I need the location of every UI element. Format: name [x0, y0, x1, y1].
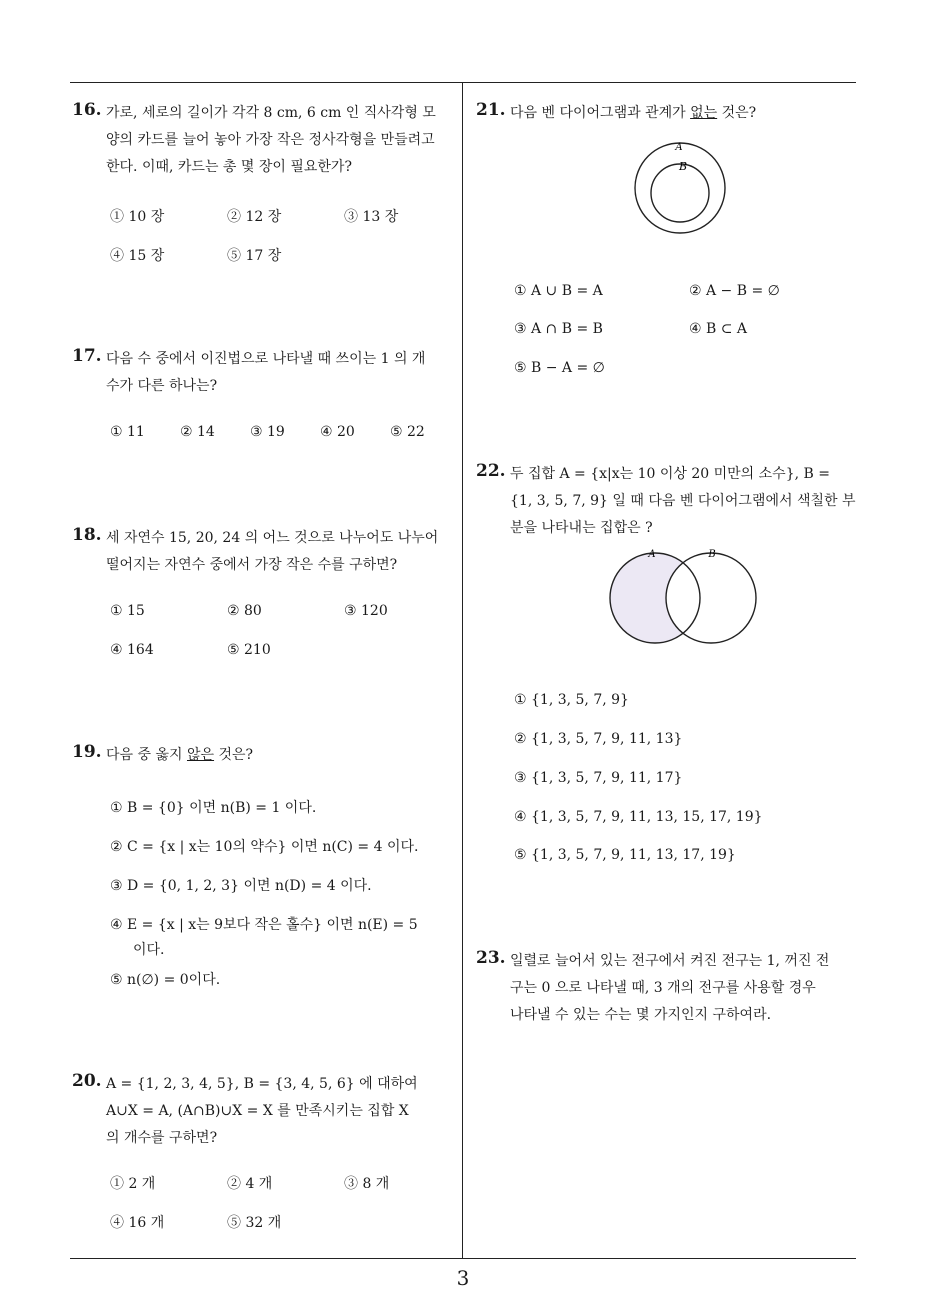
option-4[interactable]: ④ 164 — [110, 642, 154, 658]
stem-text: 것은? — [717, 105, 757, 121]
question-number: 20. — [72, 1071, 102, 1091]
option-5[interactable]: ⑤ {1, 3, 5, 7, 9, 11, 13, 17, 19} — [514, 847, 736, 863]
stem-text: 다음 중 옳지 — [106, 747, 187, 763]
option-1[interactable]: ① 2 개 — [110, 1176, 156, 1192]
question-number: 18. — [72, 525, 102, 545]
question-21 — [476, 100, 860, 127]
column-divider — [462, 83, 463, 1258]
set-a-circle — [635, 143, 725, 233]
stem-emphasis: 않은 — [186, 747, 215, 763]
question-number: 19. — [72, 742, 102, 762]
option-3[interactable]: ③ D = {0, 1, 2, 3} 이면 n(D) = 4 이다. — [110, 878, 372, 894]
stem-line: 분을 나타내는 집합은 ? — [510, 520, 653, 536]
question-18 — [72, 525, 456, 579]
question-stem — [106, 100, 456, 181]
label-b: B — [678, 160, 688, 173]
option-5[interactable]: ⑤ 22 — [390, 424, 425, 440]
option-2[interactable]: ② A − B = ∅ — [689, 283, 780, 299]
stem-emphasis: 없는 — [690, 105, 718, 121]
option-4[interactable]: ④ 20 — [320, 424, 355, 440]
stem-line: 가로, 세로의 길이가 각각 8 cm, 6 cm 인 직사각형 모 — [106, 105, 436, 121]
option-3[interactable]: ③ 19 — [250, 424, 285, 440]
stem-line: 구는 0 으로 나타낼 때, 3 개의 전구를 사용할 경우 — [510, 980, 816, 996]
label-a: A — [675, 142, 683, 153]
question-number: 16. — [72, 100, 102, 120]
option-4-continuation: 이다. — [133, 942, 165, 958]
question-16 — [72, 100, 456, 181]
stem-line: 떨어지는 자연수 중에서 가장 작은 수를 구하면? — [106, 557, 398, 573]
stem-line: {1, 3, 5, 7, 9} 일 때 다음 벤 다이어그램에서 색칠한 부 — [510, 493, 856, 509]
option-5[interactable]: ⑤ n(∅) = 0이다. — [110, 972, 221, 988]
option-1[interactable]: ① 10 장 — [110, 209, 165, 225]
stem-line: A = {1, 2, 3, 4, 5}, B = {3, 4, 5, 6} 에 대하여 — [106, 1076, 418, 1092]
question-stem — [510, 461, 860, 542]
option-1[interactable]: ① 11 — [110, 424, 145, 440]
option-4[interactable]: ④ 16 개 — [110, 1215, 165, 1231]
stem-line: A∪X = A, (A∩B)∪X = X 를 만족시키는 집합 X — [106, 1103, 409, 1119]
stem-text: 것은? — [214, 747, 254, 763]
option-2[interactable]: ② 4 개 — [227, 1176, 273, 1192]
stem-line: 다음 수 중에서 이진법으로 나타낼 때 쓰이는 1 의 개 — [106, 351, 426, 367]
option-4[interactable]: ④ {1, 3, 5, 7, 9, 11, 13, 15, 17, 19} — [514, 809, 763, 825]
option-5[interactable]: ⑤ 210 — [227, 642, 271, 658]
option-3[interactable]: ③ A ∩ B = B — [514, 321, 603, 337]
question-stem — [106, 742, 456, 769]
label-b: B — [708, 549, 716, 560]
option-5[interactable]: ⑤ B − A = ∅ — [514, 360, 605, 376]
stem-line: 의 개수를 구하면? — [106, 1130, 218, 1146]
option-4[interactable]: ④ B ⊂ A — [689, 321, 748, 337]
stem-line: 수가 다른 하나는? — [106, 378, 218, 394]
stem-line: 두 집합 A = {x|x는 10 이상 20 미만의 소수}, B = — [510, 466, 830, 482]
option-3[interactable]: ③ {1, 3, 5, 7, 9, 11, 17} — [514, 770, 683, 786]
option-5[interactable]: ⑤ 17 장 — [227, 248, 282, 264]
question-number: 17. — [72, 346, 102, 366]
option-3[interactable]: ③ 13 장 — [344, 209, 399, 225]
question-stem — [106, 346, 456, 400]
stem-line: 나타낼 수 있는 수는 몇 가지인지 구하여라. — [510, 1007, 772, 1023]
stem-text: 다음 벤 다이어그램과 관계가 — [510, 105, 691, 121]
stem-line: 한다. 이때, 카드는 총 몇 장이 필요한가? — [106, 159, 352, 175]
question-number: 23. — [476, 948, 506, 968]
option-1[interactable]: ① A ∪ B = A — [514, 283, 603, 299]
question-20 — [72, 1071, 456, 1152]
page-number: 3 — [456, 1266, 470, 1290]
question-23 — [476, 948, 860, 1029]
option-1[interactable]: ① 15 — [110, 603, 145, 619]
option-2[interactable]: ② 14 — [180, 424, 215, 440]
option-4[interactable]: ④ 15 장 — [110, 248, 165, 264]
option-2[interactable]: ② 12 장 — [227, 209, 282, 225]
question-stem — [106, 1071, 456, 1152]
top-rule — [70, 82, 856, 83]
question-19 — [72, 742, 456, 769]
bottom-rule — [70, 1258, 856, 1259]
option-2[interactable]: ② {1, 3, 5, 7, 9, 11, 13} — [514, 731, 683, 747]
question-stem — [510, 948, 860, 1029]
stem-line: 일렬로 늘어서 있는 전구에서 켜진 전구는 1, 꺼진 전 — [510, 953, 830, 969]
option-2[interactable]: ② 80 — [227, 603, 262, 619]
question-stem — [510, 100, 860, 127]
option-2[interactable]: ② C = {x | x는 10의 약수} 이면 n(C) = 4 이다. — [110, 839, 419, 855]
stem-line: 세 자연수 15, 20, 24 의 어느 것으로 나누어도 나누어 — [106, 530, 439, 546]
nested-venn-diagram — [630, 136, 730, 236]
label-a: A — [648, 549, 656, 560]
option-5[interactable]: ⑤ 32 개 — [227, 1215, 282, 1231]
question-number: 21. — [476, 100, 506, 120]
question-17 — [72, 346, 456, 400]
question-number: 22. — [476, 461, 506, 481]
two-set-venn-diagram — [600, 546, 770, 648]
option-4[interactable]: ④ E = {x | x는 9보다 작은 홀수} 이면 n(E) = 5 — [110, 917, 418, 933]
question-stem — [106, 525, 456, 579]
stem-line: 양의 카드를 늘어 놓아 가장 작은 정사각형을 만들려고 — [106, 132, 435, 148]
question-22 — [476, 461, 860, 542]
option-3[interactable]: ③ 120 — [344, 603, 388, 619]
option-3[interactable]: ③ 8 개 — [344, 1176, 390, 1192]
option-1[interactable]: ① B = {0} 이면 n(B) = 1 이다. — [110, 800, 317, 816]
option-1[interactable]: ① {1, 3, 5, 7, 9} — [514, 692, 629, 708]
